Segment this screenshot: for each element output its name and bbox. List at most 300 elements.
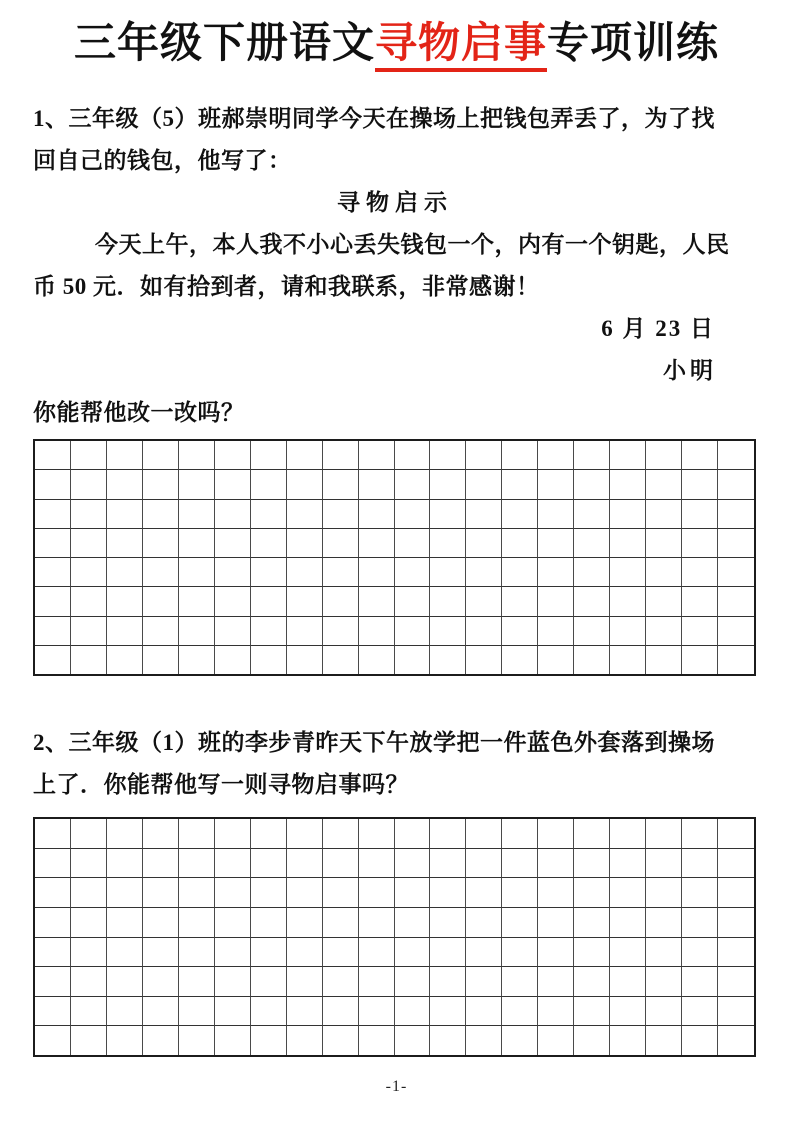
grid-cell [395, 967, 431, 997]
grid-cell [430, 441, 466, 470]
grid-cell [574, 1026, 610, 1055]
grid-cell [179, 587, 215, 616]
grid-cell [143, 878, 179, 908]
grid-cell [251, 1026, 287, 1055]
grid-cell [574, 617, 610, 646]
grid-cell [107, 646, 143, 674]
grid-cell [287, 967, 323, 997]
grid-cell [107, 938, 143, 968]
grid-cell [430, 908, 466, 938]
grid-cell [359, 470, 395, 499]
notice-signature: 小明 [663, 358, 717, 383]
grid-cell [179, 1026, 215, 1055]
grid-cell [35, 529, 71, 558]
grid-cell [179, 470, 215, 499]
grid-cell [610, 529, 646, 558]
grid-cell [395, 617, 431, 646]
grid-cell [215, 878, 251, 908]
title-suffix: 专项训练 [547, 21, 720, 67]
grid-cell [287, 908, 323, 938]
grid-cell [502, 558, 538, 587]
grid-cell [251, 938, 287, 968]
grid-cell [502, 878, 538, 908]
grid-cell [646, 938, 682, 968]
grid-cell [179, 500, 215, 529]
grid-cell [610, 967, 646, 997]
grid-cell [502, 997, 538, 1027]
grid-cell [143, 908, 179, 938]
grid-cell [287, 646, 323, 674]
grid-cell [682, 500, 718, 529]
grid-cell [359, 819, 395, 849]
grid-cell [718, 997, 754, 1027]
grid-cell [179, 849, 215, 879]
grid-cell [215, 558, 251, 587]
grid-cell [574, 441, 610, 470]
grid-cell [107, 441, 143, 470]
grid-cell [718, 587, 754, 616]
grid-cell [466, 819, 502, 849]
grid-cell [646, 500, 682, 529]
grid-cell [682, 646, 718, 674]
grid-cell [430, 819, 466, 849]
grid-cell [502, 967, 538, 997]
grid-cell [179, 529, 215, 558]
grid-cell [35, 849, 71, 879]
grid-cell [466, 529, 502, 558]
grid-cell [682, 908, 718, 938]
grid-cell [502, 441, 538, 470]
grid-cell [574, 908, 610, 938]
grid-cell [610, 938, 646, 968]
grid-cell [107, 819, 143, 849]
grid-cell [323, 878, 359, 908]
grid-cell [215, 997, 251, 1027]
grid-cell [287, 558, 323, 587]
grid-cell [143, 967, 179, 997]
grid-cell [215, 617, 251, 646]
grid-cell [251, 500, 287, 529]
grid-cell [718, 558, 754, 587]
grid-cell [323, 529, 359, 558]
grid-cell [107, 849, 143, 879]
grid-cell [682, 997, 718, 1027]
notice-date: 6 月 23 日 [601, 316, 715, 341]
page-number: -1- [385, 1078, 408, 1095]
grid-cell [466, 587, 502, 616]
grid-cell [682, 967, 718, 997]
grid-cell [143, 500, 179, 529]
grid-cell [179, 878, 215, 908]
grid-cell [682, 617, 718, 646]
grid-cell [359, 967, 395, 997]
grid-cell [35, 1026, 71, 1055]
question-1-line: 1、三年级（5）班郝崇明同学今天在操场上把钱包弄丢了，为了找 [33, 106, 715, 131]
grid-cell [502, 1026, 538, 1055]
grid-cell [71, 617, 107, 646]
grid-cell [682, 1026, 718, 1055]
grid-cell [215, 470, 251, 499]
grid-cell [179, 908, 215, 938]
grid-cell [718, 500, 754, 529]
grid-cell [466, 558, 502, 587]
grid-cell [323, 470, 359, 499]
grid-cell [646, 849, 682, 879]
grid-cell [538, 646, 574, 674]
grid-cell [251, 997, 287, 1027]
grid-cell [610, 878, 646, 908]
grid-cell [574, 849, 610, 879]
grid-cell [502, 849, 538, 879]
grid-cell [466, 441, 502, 470]
grid-cell [71, 849, 107, 879]
grid-cell [107, 558, 143, 587]
grid-cell [682, 529, 718, 558]
grid-cell [215, 646, 251, 674]
grid-cell [682, 441, 718, 470]
grid-cell [71, 558, 107, 587]
grid-cell [215, 441, 251, 470]
grid-cell [538, 587, 574, 616]
grid-cell [682, 849, 718, 879]
grid-cell [287, 617, 323, 646]
notice-body-line: 今天上午，本人我不小心丢失钱包一个，内有一个钥匙，人民 [95, 232, 730, 257]
grid-cell [251, 587, 287, 616]
question-2 [33, 722, 757, 806]
grid-cell [143, 558, 179, 587]
grid-cell [35, 938, 71, 968]
grid-cell [574, 819, 610, 849]
question-1-line: 回自己的钱包，他写了： [33, 148, 292, 173]
grid-cell [718, 849, 754, 879]
grid-cell [287, 938, 323, 968]
grid-cell [107, 500, 143, 529]
grid-cell [610, 997, 646, 1027]
grid-cell [359, 529, 395, 558]
grid-cell [323, 997, 359, 1027]
grid-cell [143, 819, 179, 849]
grid-cell [71, 819, 107, 849]
grid-cell [718, 908, 754, 938]
grid-cell [251, 441, 287, 470]
grid-cell [143, 441, 179, 470]
grid-cell [179, 967, 215, 997]
grid-cell [323, 500, 359, 529]
grid-cell [35, 908, 71, 938]
grid-cell [107, 587, 143, 616]
grid-cell [35, 878, 71, 908]
grid-cell [574, 646, 610, 674]
grid-cell [215, 967, 251, 997]
grid-cell [466, 967, 502, 997]
grid-cell [359, 997, 395, 1027]
grid-cell [395, 470, 431, 499]
grid-cell [395, 529, 431, 558]
grid-cell [395, 646, 431, 674]
grid-cell [610, 441, 646, 470]
grid-cell [718, 617, 754, 646]
grid-cell [538, 470, 574, 499]
grid-cell [71, 441, 107, 470]
grid-cell [646, 587, 682, 616]
grid-cell [502, 819, 538, 849]
grid-cell [502, 587, 538, 616]
grid-cell [323, 938, 359, 968]
grid-cell [646, 617, 682, 646]
grid-cell [35, 441, 71, 470]
grid-cell [143, 470, 179, 499]
grid-cell [574, 967, 610, 997]
grid-cell [359, 849, 395, 879]
grid-cell [71, 997, 107, 1027]
grid-cell [538, 967, 574, 997]
grid-cell [646, 470, 682, 499]
question-1 [33, 98, 757, 434]
grid-cell [574, 997, 610, 1027]
grid-cell [215, 500, 251, 529]
grid-cell [610, 617, 646, 646]
grid-cell [35, 997, 71, 1027]
grid-cell [610, 1026, 646, 1055]
grid-cell [251, 819, 287, 849]
grid-cell [430, 967, 466, 997]
grid-cell [430, 878, 466, 908]
grid-cell [35, 967, 71, 997]
grid-cell [646, 529, 682, 558]
grid-cell [359, 646, 395, 674]
grid-cell [466, 849, 502, 879]
grid-cell [215, 529, 251, 558]
grid-cell [682, 558, 718, 587]
grid-cell [538, 997, 574, 1027]
grid-cell [71, 908, 107, 938]
grid-cell [323, 908, 359, 938]
grid-cell [323, 819, 359, 849]
grid-cell [143, 849, 179, 879]
grid-cell [179, 819, 215, 849]
grid-cell [610, 587, 646, 616]
grid-cell [502, 646, 538, 674]
grid-cell [538, 617, 574, 646]
grid-cell [251, 470, 287, 499]
grid-cell [251, 646, 287, 674]
page-title [0, 16, 793, 72]
grid-cell [466, 1026, 502, 1055]
grid-cell [395, 908, 431, 938]
grid-cell [35, 587, 71, 616]
grid-cell [574, 587, 610, 616]
grid-cell [395, 819, 431, 849]
grid-cell [359, 908, 395, 938]
grid-cell [395, 878, 431, 908]
grid-cell [610, 470, 646, 499]
grid-cell [395, 558, 431, 587]
grid-cell [610, 646, 646, 674]
grid-cell [359, 1026, 395, 1055]
grid-cell [538, 908, 574, 938]
writing-grid-1 [33, 439, 756, 676]
grid-cell [107, 997, 143, 1027]
grid-cell [287, 997, 323, 1027]
grid-cell [251, 529, 287, 558]
grid-cell [323, 617, 359, 646]
grid-cell [287, 441, 323, 470]
grid-cell [466, 997, 502, 1027]
grid-cell [107, 908, 143, 938]
grid-cell [287, 470, 323, 499]
grid-cell [466, 500, 502, 529]
grid-cell [251, 878, 287, 908]
grid-cell [71, 967, 107, 997]
grid-cell [287, 587, 323, 616]
grid-cell [610, 819, 646, 849]
grid-cell [430, 617, 466, 646]
grid-cell [502, 470, 538, 499]
grid-cell [395, 849, 431, 879]
grid-cell [323, 441, 359, 470]
grid-cell [682, 587, 718, 616]
grid-cell [395, 500, 431, 529]
grid-cell [502, 529, 538, 558]
grid-cell [430, 587, 466, 616]
grid-cell [502, 500, 538, 529]
grid-cell [215, 908, 251, 938]
grid-cell [143, 617, 179, 646]
notice-title: 寻物启示 [337, 190, 453, 215]
grid-cell [287, 1026, 323, 1055]
grid-cell [107, 878, 143, 908]
grid-cell [718, 646, 754, 674]
grid-cell [682, 470, 718, 499]
grid-cell [466, 470, 502, 499]
question-2-line: 上了．你能帮他写一则寻物启事吗？ [33, 772, 409, 797]
grid-cell [538, 849, 574, 879]
grid-cell [646, 997, 682, 1027]
grid-cell [682, 938, 718, 968]
title-highlight-underlined: 寻物启事 [375, 21, 547, 72]
grid-cell [395, 441, 431, 470]
grid-cell [71, 646, 107, 674]
grid-cell [718, 1026, 754, 1055]
grid-cell [646, 967, 682, 997]
grid-cell [538, 500, 574, 529]
question-1-prompt: 你能帮他改一改吗？ [33, 400, 245, 425]
grid-cell [395, 587, 431, 616]
grid-cell [71, 587, 107, 616]
grid-cell [646, 646, 682, 674]
grid-cell [430, 470, 466, 499]
grid-cell [215, 587, 251, 616]
grid-cell [502, 938, 538, 968]
grid-cell [646, 1026, 682, 1055]
grid-cell [538, 938, 574, 968]
grid-cell [359, 938, 395, 968]
grid-cell [35, 558, 71, 587]
grid-cell [646, 441, 682, 470]
grid-cell [682, 819, 718, 849]
grid-cell [718, 938, 754, 968]
grid-cell [251, 558, 287, 587]
grid-cell [430, 997, 466, 1027]
grid-cell [430, 500, 466, 529]
grid-cell [71, 500, 107, 529]
grid-cell [179, 558, 215, 587]
grid-cell [71, 878, 107, 908]
grid-cell [430, 529, 466, 558]
grid-cell [35, 617, 71, 646]
grid-cell [287, 500, 323, 529]
grid-cell [323, 967, 359, 997]
grid-cell [35, 819, 71, 849]
grid-cell [359, 500, 395, 529]
question-2-line: 2、三年级（1）班的李步青昨天下午放学把一件蓝色外套落到操场 [33, 730, 715, 755]
grid-cell [143, 997, 179, 1027]
grid-cell [466, 878, 502, 908]
grid-cell [538, 529, 574, 558]
grid-cell [718, 441, 754, 470]
grid-cell [430, 938, 466, 968]
grid-cell [538, 1026, 574, 1055]
grid-cell [179, 997, 215, 1027]
grid-cell [35, 470, 71, 499]
grid-cell [143, 646, 179, 674]
grid-cell [502, 908, 538, 938]
grid-cell [323, 849, 359, 879]
grid-cell [718, 967, 754, 997]
grid-cell [35, 500, 71, 529]
writing-grid-2 [33, 817, 756, 1057]
grid-cell [143, 587, 179, 616]
grid-cell [179, 617, 215, 646]
grid-cell [646, 558, 682, 587]
grid-cell [466, 617, 502, 646]
worksheet-body [33, 98, 757, 434]
grid-cell [718, 529, 754, 558]
grid-cell [323, 587, 359, 616]
grid-cell [359, 878, 395, 908]
grid-cell [395, 1026, 431, 1055]
grid-cell [71, 1026, 107, 1055]
grid-cell [359, 617, 395, 646]
grid-cell [718, 878, 754, 908]
grid-cell [287, 529, 323, 558]
grid-cell [610, 849, 646, 879]
grid-cell [71, 470, 107, 499]
grid-cell [610, 500, 646, 529]
grid-cell [574, 558, 610, 587]
grid-cell [395, 938, 431, 968]
grid-cell [538, 441, 574, 470]
grid-cell [323, 558, 359, 587]
grid-cell [287, 819, 323, 849]
grid-cell [323, 1026, 359, 1055]
grid-cell [323, 646, 359, 674]
title-prefix: 三年级下册语文 [73, 21, 375, 67]
grid-cell [287, 849, 323, 879]
grid-cell [574, 470, 610, 499]
grid-cell [359, 558, 395, 587]
grid-cell [179, 646, 215, 674]
grid-cell [610, 558, 646, 587]
grid-cell [395, 997, 431, 1027]
grid-cell [574, 938, 610, 968]
grid-cell [143, 1026, 179, 1055]
grid-cell [215, 1026, 251, 1055]
grid-cell [71, 529, 107, 558]
grid-cell [287, 878, 323, 908]
notice-body-line: 币 50 元．如有拾到者，请和我联系，非常感谢！ [33, 274, 540, 299]
grid-cell [466, 938, 502, 968]
